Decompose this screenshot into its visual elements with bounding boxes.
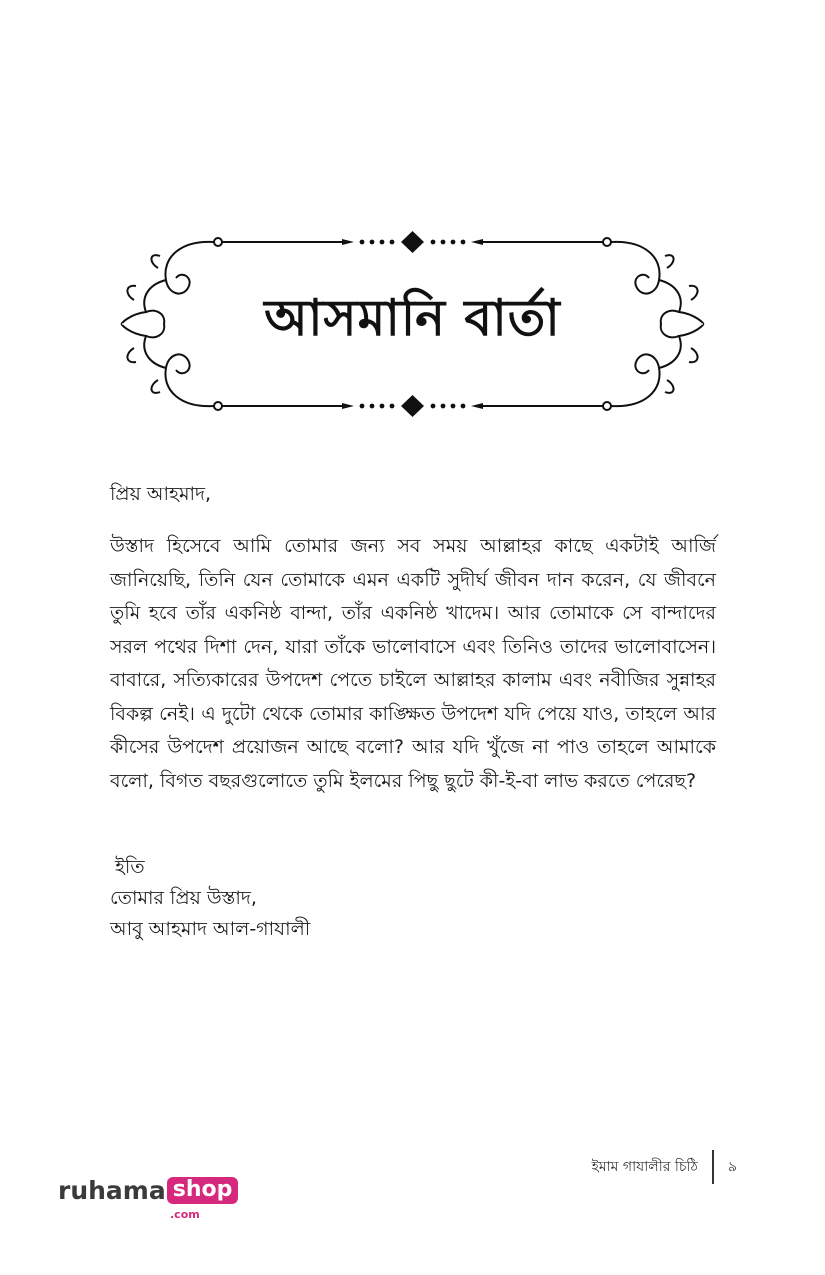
banner-title: আসমানি বার্তা xyxy=(264,287,561,347)
page-footer xyxy=(592,1150,737,1184)
ruhama-shop-logo xyxy=(58,1176,238,1224)
letter-closing xyxy=(110,852,310,945)
title-banner xyxy=(110,228,715,420)
footer-divider xyxy=(712,1150,714,1184)
letter-body: উস্তাদ হিসেবে আমি তোমার জন্য সব সময় আল্লাহর কাছে একটাই আর্জি জানিয়েছি, তিনি যেন তোমাকে এমন একটি সুদীর্ঘ জীবন দান করেন, যে জীবনে তুমি হবে তাঁর একনিষ্ঠ বান্দা, তাঁর একনিষ্ঠ খাদেম। আর তোমাকে সে বান্দাদের সরল পথের দিশা দেন, যারা তাঁকে ভালোবাসে এবং তিনিও তাদের ভালোবাসেন। বাবারে, সত্যিকারের উপদেশ পেতে চাইলে আল্লাহর কালাম এবং নবীজির সুন্নাহর বিকল্প নেই। এ দুটো থেকে তোমার কাঙ্ক্ষিত উপদেশ যদি পেয়ে যাও, তাহলে আর কীসের উপদেশ প্রয়োজন আছে বলো? আর যদি খুঁজে না পাও তাহলে আমাকে বলো, বিগত বছরগুলোতে তুমি ইলমের পিছু ছুটে কী-ই-বা লাভ করতে পেরেছ? xyxy=(110,535,716,792)
page-number: ৯ xyxy=(727,1159,737,1175)
logo-text-com: .com xyxy=(170,1208,200,1221)
running-book-title: ইমাম গাযালীর চিঠি xyxy=(591,1159,698,1175)
closing-line-signature-name: আবু আহমাদ আল-গাযালী xyxy=(110,918,311,940)
closing-line-teacher: তোমার প্রিয় উস্তাদ, xyxy=(110,887,257,909)
logo-text-shop: shop xyxy=(167,1177,239,1204)
logo-text-ruhama: ruhama xyxy=(58,1176,166,1205)
letter-salutation: প্রিয় আহমাদ, xyxy=(110,483,212,505)
closing-line-iti: ইতি xyxy=(115,856,145,878)
